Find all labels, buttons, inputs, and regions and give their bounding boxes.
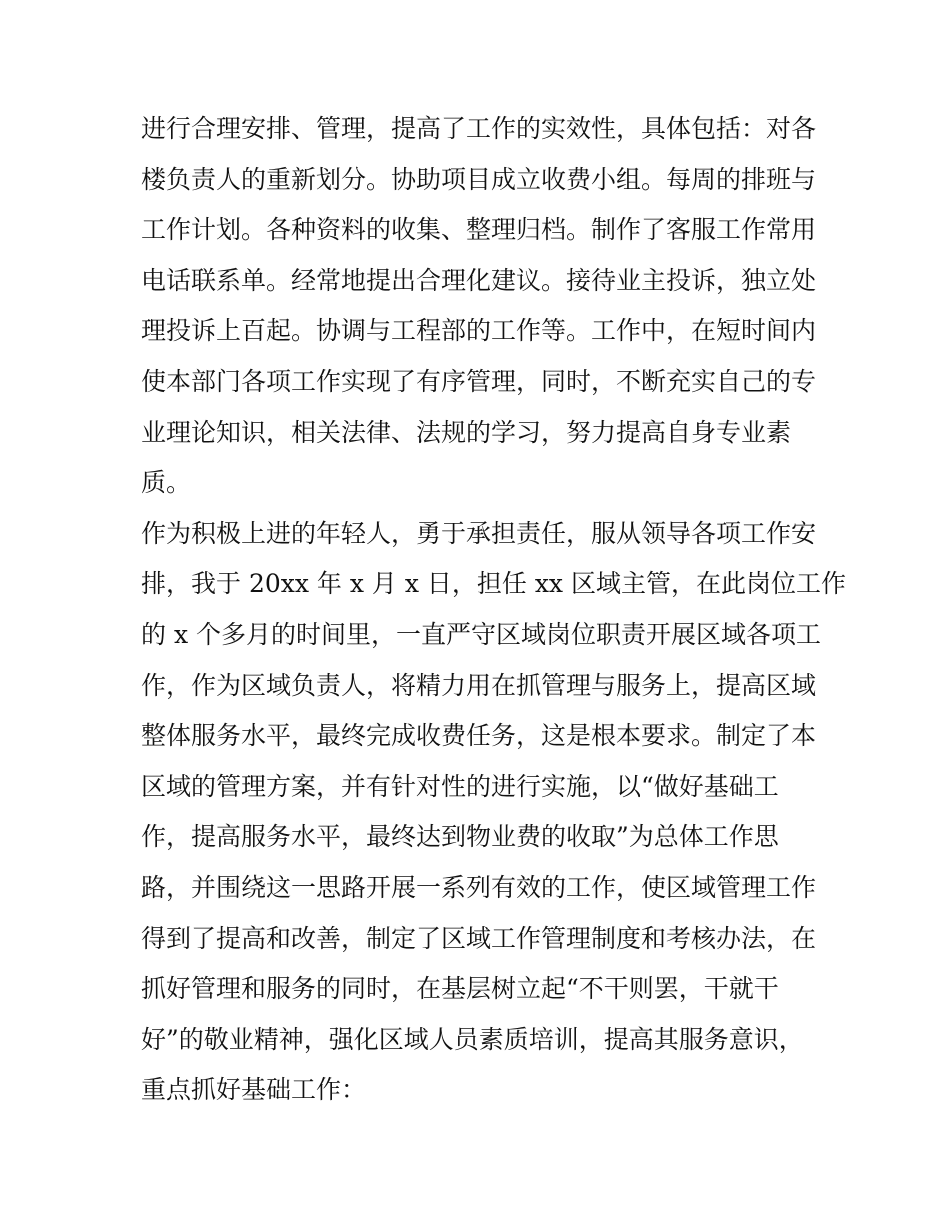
text-line: 工作计划。各种资料的收集、整理归档。制作了客服工作常用 bbox=[141, 215, 817, 245]
text-line: 楼负责人的重新划分。协助项目成立收费小组。每周的排班与 bbox=[141, 164, 817, 194]
text-line: 作，作为区域负责人，将精力用在抓管理与服务上，提高区域 bbox=[141, 670, 817, 700]
text-line: 作为积极上进的年轻人，勇于承担责任，服从领导各项工作安 bbox=[141, 518, 817, 548]
text-line: 抓好管理和服务的同时，在基层树立起“不干则罢，干就干 bbox=[141, 974, 779, 1004]
text-line: 排，我于 20xx 年 x 月 x 日，担任 xx 区域主管，在此岗位工作 bbox=[141, 569, 846, 599]
text-line: 电话联系单。经常地提出合理化建议。接待业主投诉，独立处 bbox=[141, 265, 817, 295]
text-line: 作，提高服务水平，最终达到物业费的收取”为总体工作思 bbox=[141, 822, 779, 852]
text-line: 进行合理安排、管理，提高了工作的实效性，具体包括：对各 bbox=[141, 114, 817, 143]
text-line: 质。 bbox=[141, 468, 192, 498]
text-line: 整体服务水平，最终完成收费任务，这是根本要求。制定了本 bbox=[141, 721, 817, 751]
text-line: 使本部门各项工作实现了有序管理，同时，不断充实自己的专 bbox=[141, 366, 817, 396]
text-line: 好”的敬业精神，强化区域人员素质培训，提高其服务意识， bbox=[141, 1024, 804, 1054]
text-line: 得到了提高和改善，制定了区域工作管理制度和考核办法，在 bbox=[141, 923, 817, 953]
text-line: 业理论知识，相关法律、法规的学习，努力提高自身专业素 bbox=[141, 417, 792, 447]
text-line: 理投诉上百起。协调与工程部的工作等。工作中，在短时间内 bbox=[141, 316, 817, 346]
text-line: 路，并围绕这一思路开展一系列有效的工作，使区域管理工作 bbox=[141, 872, 817, 902]
text-line: 区域的管理方案，并有针对性的进行实施，以“做好基础工 bbox=[141, 771, 779, 801]
text-line: 的 x 个多月的时间里，一直严守区域岗位职责开展区域各项工 bbox=[141, 619, 821, 649]
text-line: 重点抓好基础工作： bbox=[141, 1075, 367, 1105]
body-text bbox=[141, 104, 846, 1116]
